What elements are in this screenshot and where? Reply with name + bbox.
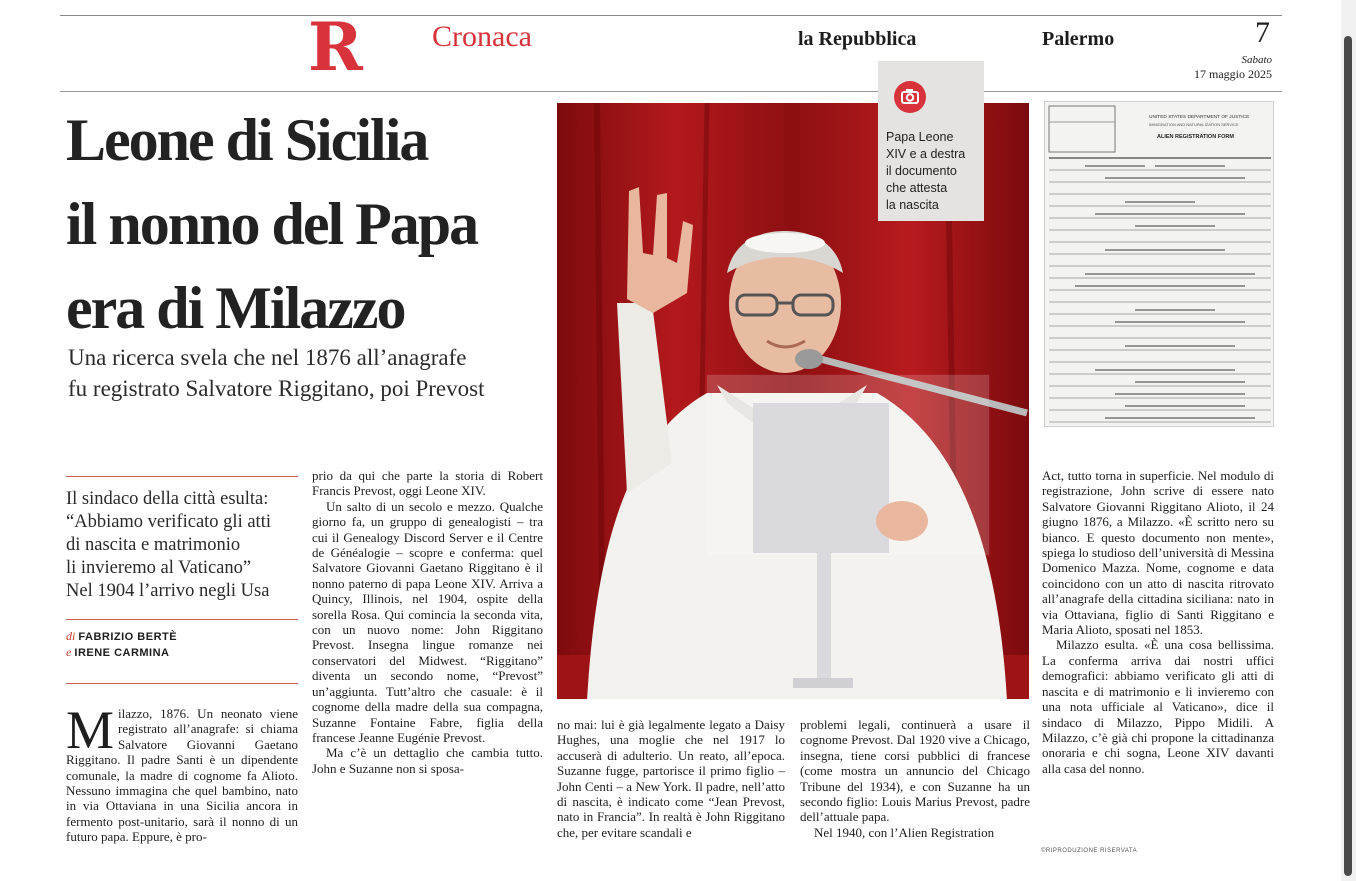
photo-caption-line: il documento xyxy=(886,164,957,178)
subheadline xyxy=(68,342,548,404)
pull-quote xyxy=(66,488,300,603)
pull-quote-line: li invieremo al Vaticano” xyxy=(66,558,252,578)
article-paragraph-text: ilazzo, 1876. Un neonato viene registrato all’anagrafe: si chiama Salvatore Giovanni Gaetano Riggitano. Il padre Santi è un dipendente comunale, la madre di cognome fa Alioto. Nessuno immagina che quel bambino, nato in via Ottaviana in una Sicilia ancora in fermento post-unitario, sarà il nonno di un futuro papa. Eppure, è pro- xyxy=(66,706,298,845)
repubblica-logo-r: R xyxy=(308,8,363,86)
photo-caption-line: Papa Leone xyxy=(886,130,954,144)
scrollbar-thumb[interactable] xyxy=(1344,36,1352,876)
article-column-1 xyxy=(66,700,298,845)
drop-cap: M xyxy=(66,700,115,760)
photo-caption-box xyxy=(878,61,984,221)
article-paragraph: Milazzo esulta. «È una cosa bellissima. La conferma arriva dai nostri uffici demografici: abbiamo verificato gli atti di nascita e di matrimonio e li invieremo con una nota ufficiale al Vaticano», dice il sindaco di Milazzo, Pippo Midili. A Milazzo, c’è già chi propone la cittadinanza onoraria e chi sogna, Leone XIV davanti alla casa del nonno. xyxy=(1042,637,1274,776)
page-number: 7 xyxy=(1255,16,1270,49)
subheadline-line: fu registrato Salvatore Riggitano, poi Prevost xyxy=(68,376,485,401)
photo-caption xyxy=(886,129,982,214)
article-column-5 xyxy=(1042,468,1274,776)
article-paragraph: problemi legali, continuerà a usare il cognome Prevost. Dal 1920 vive a Chicago, insegna, tiene corsi pubblici di francese (come mostra un annuncio del Chicago Tribune del 1934), e con Suzanne ha un secondo figlio: Louis Marius Prevost, padre dell’attuale papa. xyxy=(800,717,1030,825)
issue-date: 17 maggio 2025 xyxy=(1194,67,1272,81)
document-illustration xyxy=(1045,102,1274,427)
document-subheading: IMMIGRATION AND NATURALIZATION SERVICE xyxy=(1149,122,1239,127)
document-heading: UNITED STATES DEPARTMENT OF JUSTICE xyxy=(1149,115,1250,120)
quote-top-rule xyxy=(66,476,298,477)
pull-quote-line: Il sindaco della città esulta: xyxy=(66,489,269,509)
newspaper-name: la Repubblica xyxy=(798,28,917,50)
section-title: Cronaca xyxy=(432,20,532,53)
photo-caption-line: la nascita xyxy=(886,198,939,212)
byline-author-2 xyxy=(66,645,170,660)
byline-name: FABRIZIO BERTÈ xyxy=(78,631,178,643)
document-form-title: ALIEN REGISTRATION FORM xyxy=(1157,134,1234,140)
article-paragraph xyxy=(66,700,298,845)
article-paragraph: Nel 1940, con l’Alien Registration xyxy=(814,824,995,840)
article-paragraph: Act, tutto torna in superficie. Nel modulo di registrazione, John scrive di essere nato Salvatore Giovanni Riggitano Alioto, il 24 giugno 1876, a Milazzo. «È scritto nero su bianco. E questo documento non mente», spiega lo studioso dell’università di Messina Domenico Mazza. Nome, cognome e data coincidono con un atto di nascita ritrovato all’anagrafe della cittadina siciliana: nato in via Ottaviana, figlio di Santi Riggitano e Maria Alioto, sposati nel 1853. xyxy=(1042,468,1274,638)
article-paragraph: Ma c’è un dettaglio che cambia tutto. John e Suzanne non si sposa- xyxy=(312,745,543,776)
article-column-4 xyxy=(800,717,1030,840)
pull-quote-line: Nel 1904 l’arrivo negli Usa xyxy=(66,581,270,601)
edition-city: Palermo xyxy=(1042,28,1115,50)
byline-prefix: di xyxy=(66,629,76,643)
byline-name: IRENE CARMINA xyxy=(74,647,170,659)
headline-line: il nonno del Papa xyxy=(66,191,478,257)
top-rule xyxy=(60,15,1282,16)
newspaper-page xyxy=(60,0,1282,881)
camera-icon xyxy=(894,81,926,113)
pull-quote-line: “Abbiamo verificato gli atti xyxy=(66,512,271,532)
article-paragraph: Un salto di un secolo e mezzo. Qualche giorno fa, un gruppo di genealogisti – tra cui il Genealogy Discord Server e il Centre de Généalogie – scopre e conferma: quel Salvatore Giovanni Gaetano Riggitano è il nonno paterno di papa Leone XIV. Arriva a Quincy, Illinois, nel 1904, ospite della sorella Rosa. Qui comincia la seconda vita, con un nuovo nome: John Riggitano Prevost. Insegna lingue romanze nei conservatori del Midwest. “Riggitano” diventa un secondo nome, “Prevost” un’aggiunta. Tutt’altro che casuale: è il cognome della madre della sua compagna, Suzanne Fontaine Fabre, figlia della francese Jeanne Eugénie Prevost. xyxy=(312,498,543,745)
byline-author-1 xyxy=(66,629,177,644)
copyright-notice: ©RIPRODUZIONE RISERVATA xyxy=(1041,848,1138,854)
alien-registration-document xyxy=(1044,101,1274,427)
weekday: Sabato xyxy=(1241,54,1272,66)
photo-caption-line: XIV e a destra xyxy=(886,147,966,161)
quote-bottom-rule xyxy=(66,619,298,620)
header-rule xyxy=(60,91,1282,92)
subheadline-line: Una ricerca svela che nel 1876 all’anagrafe xyxy=(68,345,467,370)
camera-icon-glyph xyxy=(894,81,926,113)
article-column-3 xyxy=(557,717,785,840)
article-column-2 xyxy=(312,468,543,776)
pull-quote-line: di nascita e matrimonio xyxy=(66,535,241,555)
byline-prefix: e xyxy=(66,645,72,659)
article-paragraph: prio da qui che parte la storia di Robert Francis Prevost, oggi Leone XIV. xyxy=(312,468,543,499)
headline-line: era di Milazzo xyxy=(66,275,405,341)
headline-line: Leone di Sicilia xyxy=(66,107,428,173)
byline-rule xyxy=(66,683,298,684)
headline xyxy=(66,98,554,350)
article-paragraph: no mai: lui è già legalmente legato a Daisy Hughes, una moglie che nel 1917 lo accuserà di adulterio. Un reato, all’epoca. Suzanne fugge, partorisce il primo figlio – John Centi – a New York. Il padre, nell’atto di nascita, è indicato come “Jean Prevost, nato in Francia”. In realtà è John Riggitano che, per evitare scandali e xyxy=(557,717,785,840)
photo-caption-line: che attesta xyxy=(886,181,948,195)
